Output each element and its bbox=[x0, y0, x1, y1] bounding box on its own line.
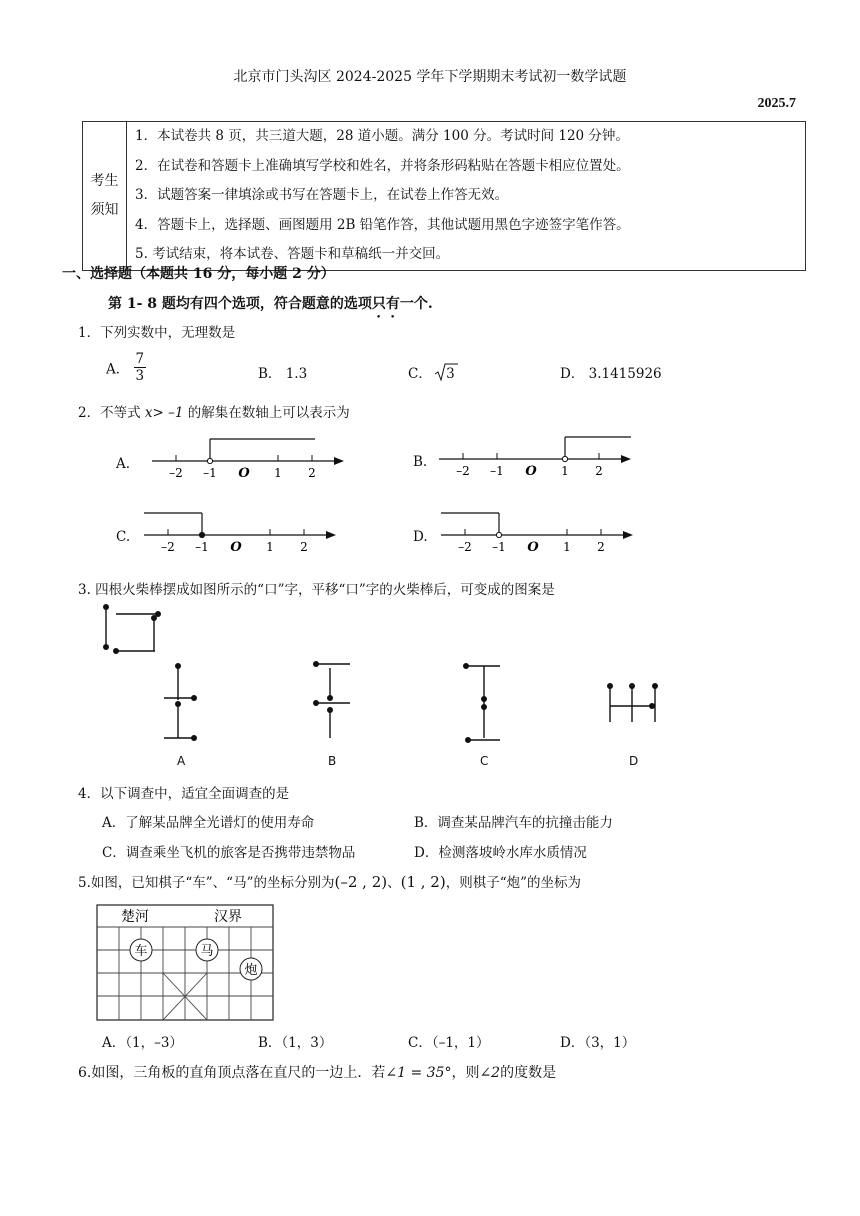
piece-che: 车 bbox=[134, 944, 148, 959]
q6-stem-post: 的度数是 bbox=[500, 1065, 557, 1081]
q2-option-b-label: B. bbox=[413, 454, 428, 470]
number-line-tick-label: –1 bbox=[203, 466, 217, 480]
number-line-tick-label: 1 bbox=[563, 540, 571, 554]
q3-option-c-label: C bbox=[480, 754, 489, 768]
q5-option-d: D．（3，1） bbox=[560, 1035, 636, 1051]
matchstick-option-c bbox=[460, 660, 520, 745]
number-line-tick-label: 2 bbox=[300, 540, 308, 554]
matchstick-option-d bbox=[604, 676, 664, 761]
number-line-tick-label: O bbox=[527, 540, 539, 555]
q5-ma-coord: (1 , 2) bbox=[400, 873, 446, 891]
board-right-label: 汉界 bbox=[214, 909, 242, 925]
q1-option-b: B． 1.3 bbox=[258, 366, 308, 382]
number-line-tick-label: O bbox=[230, 540, 242, 555]
q5-stem-post: ，则棋子“炮”的坐标为 bbox=[445, 875, 582, 891]
number-line-tick-label: 1 bbox=[266, 540, 274, 554]
matchstick-option-b bbox=[310, 660, 370, 745]
notice-label bbox=[83, 122, 127, 271]
q2-stem-pre: 2．不等式 bbox=[78, 405, 145, 421]
q2-stem-post: 的解集在数轴上可以表示为 bbox=[183, 405, 350, 421]
matchstick-square-figure bbox=[100, 604, 170, 664]
number-line-tick-label: –1 bbox=[492, 540, 506, 554]
q4-option-d: D．检测落坡岭水库水质情况 bbox=[414, 845, 587, 861]
notice-rule: 3．试题答案一律填涂或书写在答题卡上，在试卷上作答无效。 bbox=[135, 187, 509, 204]
number-line-tick-label: –1 bbox=[490, 464, 504, 478]
number-line-tick-label: –1 bbox=[195, 540, 209, 554]
q1-stem: 1．下列实数中，无理数是 bbox=[78, 325, 236, 341]
q2-inequality: x> –1 bbox=[144, 405, 184, 421]
arrow-icon bbox=[621, 455, 631, 463]
piece-ma: 马 bbox=[200, 944, 214, 959]
q3-option-d-label: D bbox=[629, 754, 639, 768]
q1-c-sqrt bbox=[436, 366, 455, 382]
matchstick-option-a bbox=[158, 660, 218, 745]
q3-stem: 3. 四根火柴棒摆成如图所示的“口”字，平移“口”字的火柴棒后，可变成的图案是 bbox=[78, 582, 555, 598]
board-left-label: 楚河 bbox=[121, 909, 149, 925]
number-line-tick-label: 2 bbox=[597, 540, 605, 554]
instruction-post: 一个. bbox=[399, 296, 433, 312]
number-line-tick-label: –2 bbox=[161, 540, 175, 554]
exam-date: 2025.7 bbox=[757, 96, 796, 111]
q1-c-radicand: 3 bbox=[446, 366, 455, 382]
q6-stem bbox=[78, 1062, 556, 1082]
page-title: 北京市门头沟区 2024-2025 学年下学期期末考试初一数学试题 bbox=[233, 69, 627, 85]
arrow-icon bbox=[623, 531, 633, 539]
q1-a-fraction bbox=[134, 351, 147, 384]
notice-rule: 2．在试卷和答题卡上准确填写学校和姓名，并将条形码粘贴在答题卡相应位置处。 bbox=[135, 157, 630, 174]
q1-a-label: A． bbox=[106, 361, 130, 378]
number-line-tick-label: 1 bbox=[561, 464, 569, 478]
q1-a-denominator: 3 bbox=[135, 368, 145, 384]
open-dot-icon bbox=[207, 458, 212, 463]
number-line-c bbox=[140, 508, 340, 558]
q6-angle2: ∠2 bbox=[479, 1065, 501, 1081]
number-line-b bbox=[435, 432, 635, 482]
q3-option-a-label: A bbox=[177, 754, 186, 768]
q1-option-a bbox=[106, 351, 146, 384]
number-line-tick-label: –2 bbox=[169, 466, 183, 480]
number-line-tick-label: O bbox=[525, 464, 537, 479]
q4-option-c: C．调查乘坐飞机的旅客是否携带违禁物品 bbox=[102, 845, 356, 861]
q5-stem-pre: 5.如图，已知棋子“车”、“马”的坐标分别为 bbox=[78, 875, 335, 891]
notice-rule: 5. 考试结束，将本试卷、答题卡和草稿纸一并交回。 bbox=[135, 246, 450, 263]
q2-option-d-label: D. bbox=[413, 529, 428, 545]
arrow-icon bbox=[326, 531, 336, 539]
q1-option-d: D． 3.1415926 bbox=[560, 366, 662, 382]
number-line-tick-label: 2 bbox=[595, 464, 603, 478]
number-line-tick-label: O bbox=[238, 466, 250, 481]
q5-option-a: A．（1，–3） bbox=[102, 1035, 183, 1051]
number-line-d bbox=[437, 508, 637, 558]
q2-option-c-label: C. bbox=[116, 529, 131, 545]
instruction-pre: 第 1- 8 题均有四个选项，符合题意的选项 bbox=[108, 296, 372, 312]
number-line-tick-label: 1 bbox=[274, 466, 282, 480]
notice-rule: 4．答题卡上，选择题、画图题用 2B 铅笔作答，其他试题用黑色字迹签字笔作答。 bbox=[135, 216, 630, 233]
q5-option-b: B．（1，3） bbox=[258, 1035, 333, 1051]
q1-a-numerator: 7 bbox=[135, 351, 145, 367]
open-dot-icon bbox=[496, 532, 501, 537]
section-instruction bbox=[108, 293, 433, 321]
notice-label-bottom: 须知 bbox=[90, 201, 119, 218]
arrow-icon bbox=[334, 457, 344, 465]
q3-option-b-label: B bbox=[328, 754, 337, 768]
q5-option-c: C．（–1，1） bbox=[408, 1035, 490, 1051]
number-line-a bbox=[148, 434, 348, 484]
q2-option-a-label: A. bbox=[116, 456, 131, 472]
number-line-tick-label: 2 bbox=[308, 466, 316, 480]
notice-rules bbox=[127, 122, 806, 271]
q4-option-b: B．调查某品牌汽车的抗撞击能力 bbox=[414, 815, 613, 831]
q2-stem bbox=[78, 401, 350, 421]
q5-sep: 、 bbox=[387, 875, 401, 891]
sqrt-icon bbox=[434, 363, 458, 383]
q5-che-coord: (–2 , 2) bbox=[334, 873, 388, 891]
q1-c-label: C． bbox=[408, 366, 432, 382]
q4-stem: 4．以下调查中，适宜全面调查的是 bbox=[78, 786, 290, 802]
number-line-tick-label: –2 bbox=[458, 540, 472, 554]
q6-angle1: ∠1 = 35° bbox=[385, 1065, 452, 1081]
solid-dot-icon bbox=[199, 532, 204, 537]
chess-board bbox=[96, 904, 276, 1024]
notice-rule: 1．本试卷共 8 页，共三道大题，28 道小题。满分 100 分。考试时间 120 分钟。 bbox=[135, 128, 629, 144]
number-line-tick-label: –2 bbox=[456, 464, 470, 478]
q6-stem-pre: 6.如图，三角板的直角顶点落在直尺的一边上．若 bbox=[78, 1065, 386, 1081]
notice-label-top: 考生 bbox=[90, 172, 119, 189]
q6-stem-mid: ，则 bbox=[451, 1065, 480, 1081]
q1-option-c bbox=[408, 362, 455, 382]
open-dot-icon bbox=[562, 456, 567, 461]
q5-stem bbox=[78, 871, 581, 891]
piece-pao: 炮 bbox=[244, 963, 258, 978]
q4-option-a: A．了解某品牌全光谱灯的使用寿命 bbox=[102, 815, 315, 831]
exam-notice-table bbox=[82, 121, 806, 271]
section-heading: 一、选择题（本题共 16 分，每小题 2 分） bbox=[62, 266, 335, 282]
instruction-emphasis: 只有 bbox=[371, 296, 400, 312]
